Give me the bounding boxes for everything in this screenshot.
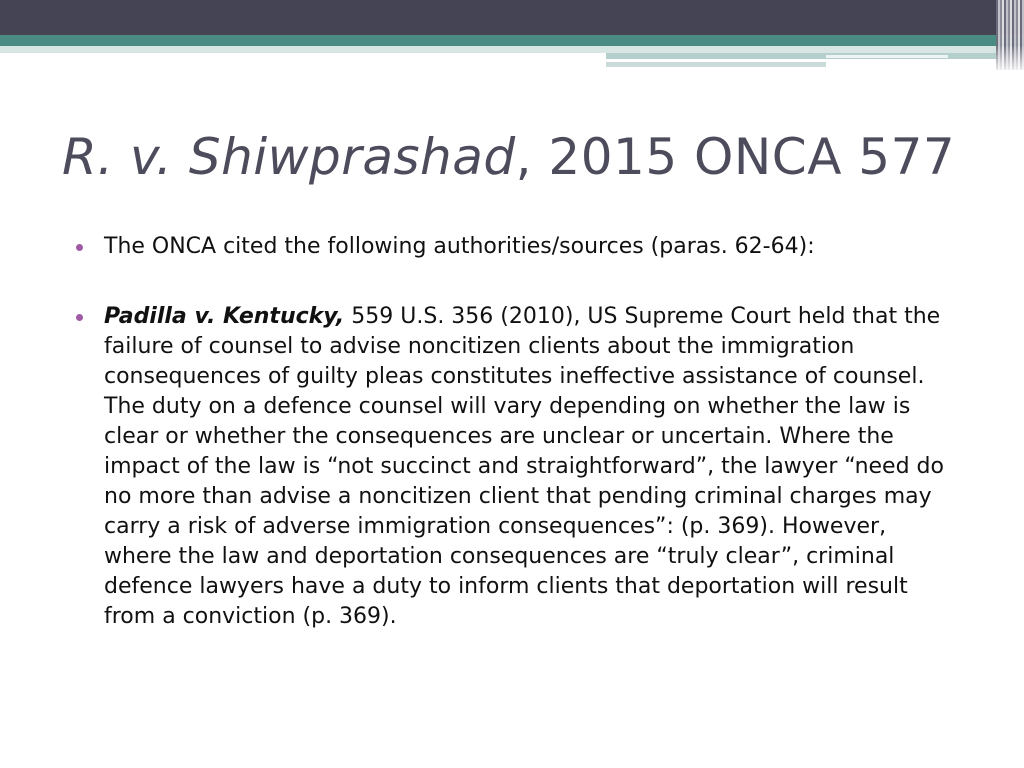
- bullet-text: The ONCA cited the following authorities/sources (paras. 62-64):: [104, 234, 815, 259]
- header-accent-line: [606, 62, 826, 67]
- bullet-item: [76, 232, 956, 262]
- header-accent-line: [826, 55, 948, 58]
- bullet-dot-icon: [76, 244, 83, 251]
- header-pale-band: [0, 46, 1024, 53]
- bullet-text: 559 U.S. 356 (2010), US Supreme Court held that the failure of counsel to advise noncitizen clients about the immigration consequences of guilty pleas constitutes ineffective assistance of counsel. The duty on a defence counsel will vary depending on whether the law is clear or whether the consequences are unclear or uncertain. Where the impact of the law is “not succinct and straightforward”, the lawyer “need do no more than advise a noncitizen client that pending criminal charges may carry a risk of adverse immigration consequences”: (p. 369). However, where the law and deportation consequences are “truly clear”, criminal defence lawyers have a duty to inform clients that deportation will result from a conviction (p. 369).: [104, 304, 944, 629]
- title-case-name: R. v. Shiwprashad: [62, 128, 516, 186]
- title-citation: , 2015 ONCA 577: [515, 128, 956, 186]
- bullet-item: [76, 302, 956, 632]
- bullet-list: [76, 232, 956, 632]
- slide-title: [62, 128, 955, 186]
- header-stripes-fade: [996, 46, 1024, 70]
- bullet-dot-icon: [76, 314, 83, 321]
- header-dark-band: [0, 0, 1024, 35]
- bullet-case-name: Padilla v. Kentucky,: [104, 304, 345, 329]
- header-teal-band: [0, 35, 1024, 46]
